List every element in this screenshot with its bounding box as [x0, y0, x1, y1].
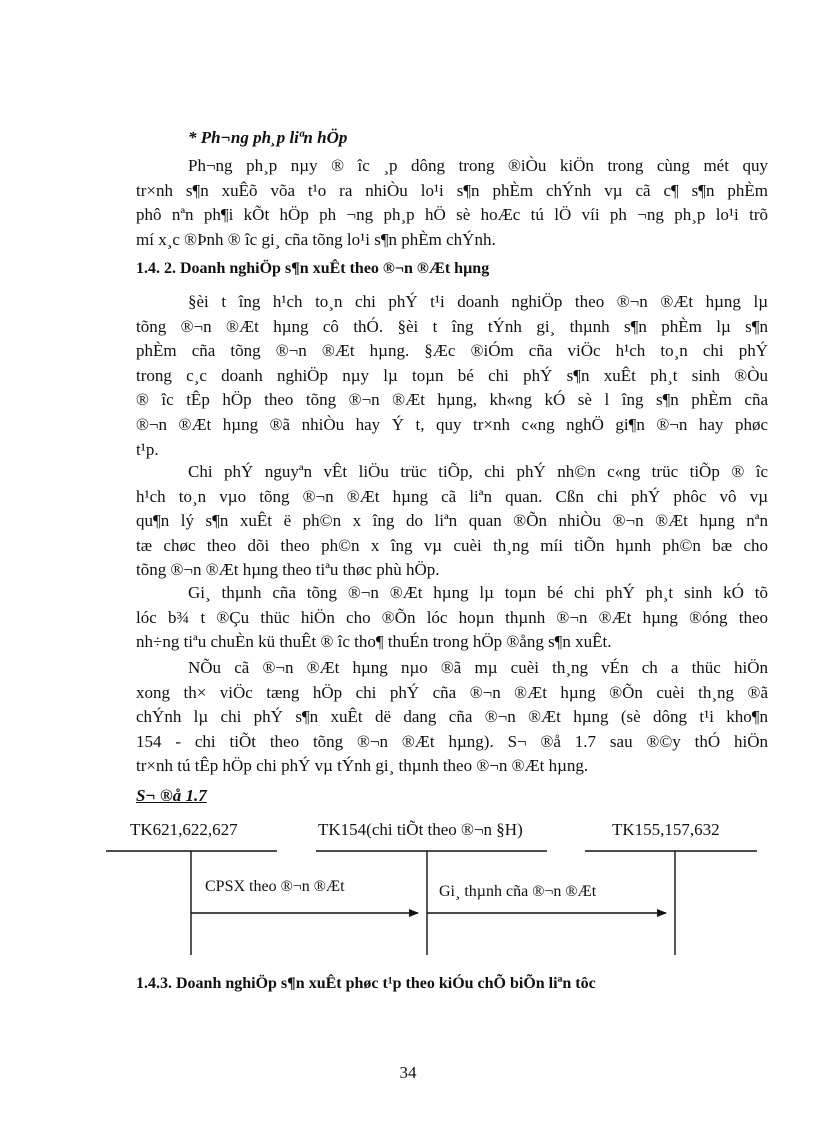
- paragraph-line: ® îc tÊp hÖp theo tõng ®¬n ®Æt hµng, kh«ng kÓ sè l îng s¶n phÈm cña: [136, 390, 768, 410]
- paragraph-line: 154 - chi tiÕt theo tõng ®¬n ®Æt hµng). S¬ ®å 1.7 sau ®©y thÓ hiÖn: [136, 731, 768, 751]
- paragraph-line: h¹ch to¸n vµo tõng ®¬n ®Æt hµng cã liªn quan. Cßn chi phÝ phôc vô vµ: [136, 486, 768, 506]
- account-label-destination: TK155,157,632: [612, 820, 720, 839]
- t-account-wip: [316, 851, 547, 955]
- paragraph-line: tr×nh s¶n xuÊõ võa t¹o ra nhiÒu lo¹i s¶n phÈm chÝnh vµ cã c¶ s¶n phÈm: [136, 180, 768, 200]
- paragraph-line: qu¶n lý s¶n xuÊt ë ph©n x îng do liªn quan ®Õn nhiÒu ®¬n ®Æt hµng nªn: [136, 511, 768, 531]
- paragraph-line: tõng ®¬n ®Æt hµng cô thÓ. §èi t îng tÝnh gi¸ thµnh s¶n phÈm lµ s¶n: [136, 316, 768, 336]
- paragraph-line: tr×nh tú tÊp hÖp chi phÝ vµ tÝnh gi¸ thµnh theo ®¬n ®Æt hµng.: [136, 756, 589, 776]
- paragraph-line: tæ chøc theo dõi theo ph©n x îng vµ cuèi th¸ng míi tiÕn hµnh ph©n bæ cho: [136, 535, 768, 555]
- paragraph-line: xong th× viÖc tæng hÖp chi phÝ cña ®¬n ®Æt hµng ®Õn cuèi th¸ng ®ã: [136, 682, 768, 702]
- paragraph-line: NÕu cã ®¬n ®Æt hµng nµo ®ã mµ cuèi th¸ng vÉn ch a thüc hiÖn: [188, 658, 768, 677]
- paragraph-line: phô nªn ph¶i kÕt hÖp ph ¬ng ph¸p hÖ sè hoÆc tú lÖ víi ph ¬ng ph¸p lo¹i trõ: [136, 205, 768, 225]
- paragraph-line: Gi¸ thµnh cña tõng ®¬n ®Æt hµng lµ toµn bé chi phÝ ph¸t sinh kÓ tõ: [188, 583, 768, 602]
- subsection-title-parallel-method: * Ph¬ng ph¸p liªn hÖp: [188, 128, 348, 147]
- t-account-destination: [585, 851, 757, 955]
- paragraph-line: Ph¬ng ph¸p nµy ® îc ¸p dông trong ®iÒu kiÖn trong cùng mét quy: [188, 156, 768, 175]
- section-heading-continuous: 1.4.3. Doanh nghiÖp s¶n xuÊt phøc t¹p theo kiÓu chÕ biÕn liªn tôc: [136, 975, 596, 992]
- paragraph-line: chÝnh lµ chi phÝ s¶n xuÊt dë dang cña ®¬n ®Æt hµng (sè dông t¹i kho¶n: [136, 707, 768, 727]
- paragraph-line: §èi t îng h¹ch to¸n chi phÝ t¹i doanh nghiÖp theo ®¬n ®Æt hµng lµ: [188, 292, 768, 311]
- paragraph-line: phÈm cña tõng ®¬n ®Æt hµng. §Æc ®iÓm cña viÖc h¹ch to¸n chi phÝ: [136, 341, 768, 361]
- flow-label-cost: CPSX theo ®¬n ®Æt: [205, 878, 345, 895]
- account-label-wip: TK154(chi tiÕt theo ®¬n §H): [318, 820, 523, 839]
- account-label-source: TK621,622,627: [130, 820, 238, 839]
- paragraph-line: nh÷ng tiªu chuÈn kü thuÊt ® îc tho¶ thuÉn trong hÖp ®ång s¶n xuÊt.: [136, 632, 612, 652]
- paragraph-line: lóc b¾ t ®Çu thüc hiÖn cho ®Õn lóc hoµn thµnh ®¬n ®Æt hµng ®óng theo: [136, 607, 768, 627]
- page-number: 34: [399, 1063, 417, 1082]
- flow-label-finished: Gi¸ thµnh cña ®¬n ®Æt: [439, 883, 597, 900]
- paragraph-line: t¹p.: [136, 439, 159, 459]
- paragraph-line: mí x¸c ®Þnh ® îc gi¸ cña tõng lo¹i s¶n phÈm chÝnh.: [136, 229, 496, 249]
- paragraph-line: tõng ®¬n ®Æt hµng theo tiªu thøc phù hÖp.: [136, 560, 440, 580]
- paragraph-line: trong c¸c doanh nghiÖp nµy lµ toµn bé chi phÝ s¶n xuÊt ph¸t sinh ®Òu: [136, 365, 768, 385]
- section-heading-order-based: 1.4. 2. Doanh nghiÖp s¶n xuÊt theo ®¬n ®Æt hµng: [136, 260, 490, 277]
- diagram-title: S¬ ®å 1.7: [136, 786, 207, 805]
- paragraph-line: ®¬n ®Æt hµng ®ã nhiÒu hay Ý t, quy tr×nh c«ng nghÖ gi¶n ®¬n hay phøc: [136, 414, 768, 434]
- paragraph-line: Chi phÝ nguyªn vÊt liÖu trüc tiÕp, chi phÝ nh©n c«ng trüc tiÕp ® îc: [188, 462, 768, 481]
- t-account-source: [106, 851, 277, 955]
